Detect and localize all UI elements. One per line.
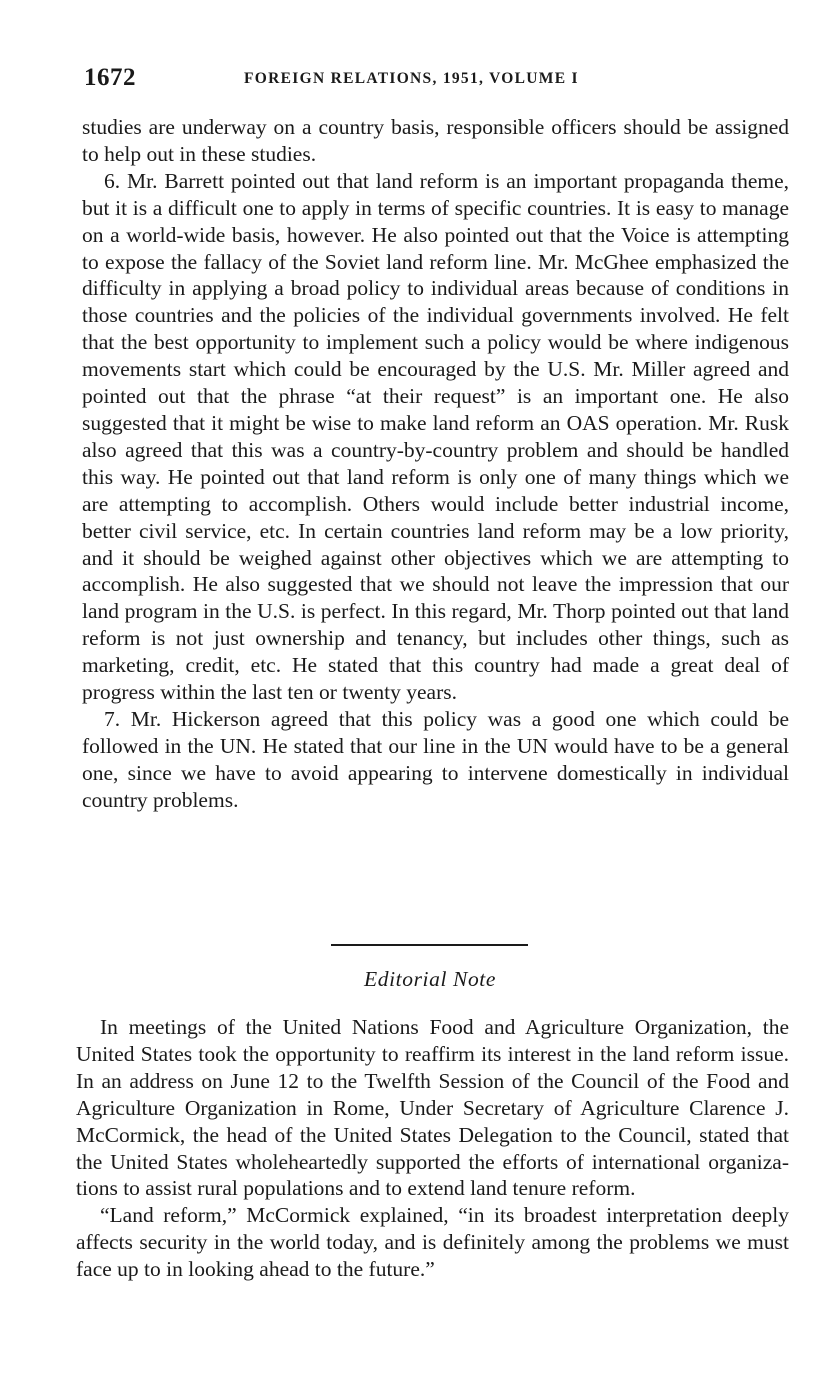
section-divider	[331, 944, 528, 946]
editorial-paragraph-2: “Land reform,” McCormick explained, “in its broadest interpretation deeply affects security in the world today, and is definitely among the problems we must face up to in looking ahead to the future.”	[76, 1203, 789, 1282]
editorial-note-text	[76, 1014, 789, 1283]
meeting-minutes-text	[82, 114, 789, 814]
running-title: FOREIGN RELATIONS, 1951, VOLUME I	[244, 70, 579, 87]
minutes-item-6: 6. Mr. Barrett pointed out that land reform is an important propaganda theme, but it is a difficult one to apply in terms of specific countries. It is easy to manage on a world-wide basis, however. He also pointed out that the Voice is attempting to expose the fallacy of the Soviet land reform line. Mr. McGhee emphasized the difficulty in applying a broad policy to individual areas because of conditions in those countries and the policies of the individual governments involved. He felt that the best opportunity to implement such a policy would be where indigenous movements start which could be encouraged by the U.S. Mr. Miller agreed and pointed out that the phrase “at their request” is an important one. He also suggested that it might be wise to make land reform an OAS operation. Mr. Rusk also agreed that this was a country-by-country problem and should be handled this way. He pointed out that land reform is only one of many things which we are attempting to accomplish. Others would include better industrial income, better civil service, etc. In certain countries land reform may be a low priority, and it should be weighed against other objectives which we are attempting to accomplish. He also suggested that we should not leave the impression that our land program in the U.S. is perfect. In this regard, Mr. Thorp pointed out that land reform is not just ownership and tenancy, but includes other things, such as marketing, credit, etc. He stated that this country had made a great deal of progress within the last ten or twenty years.	[82, 168, 789, 705]
minutes-item-7: 7. Mr. Hickerson agreed that this policy was a good one which could be followed in the UN. He stated that our line in the UN would have to be a general one, since we have to avoid appearing to intervene domestically in individual country problems.	[82, 706, 789, 812]
running-head	[84, 64, 789, 98]
editorial-note-title: Editorial Note	[363, 967, 497, 991]
editorial-paragraph-1: In meetings of the United Nations Food and Agriculture Organization, the United States took the opportunity to reaffirm its interest in the land reform issue. In an address on June 12 to the Twelfth Session of the Council of the Food and Agriculture Organization in Rome, Under Secretary of Agriculture Clarence J. McCormick, the head of the United States Delegation to the Council, stated that the United States wholeheartedly supported the efforts of international organizations to assist rural populations and to extend land tenure reform.	[76, 1015, 789, 1201]
page-number: 1672	[84, 64, 136, 91]
continuation-paragraph: studies are underway on a country basis, responsible officers should be assigned to help out in these studies.	[82, 115, 789, 166]
